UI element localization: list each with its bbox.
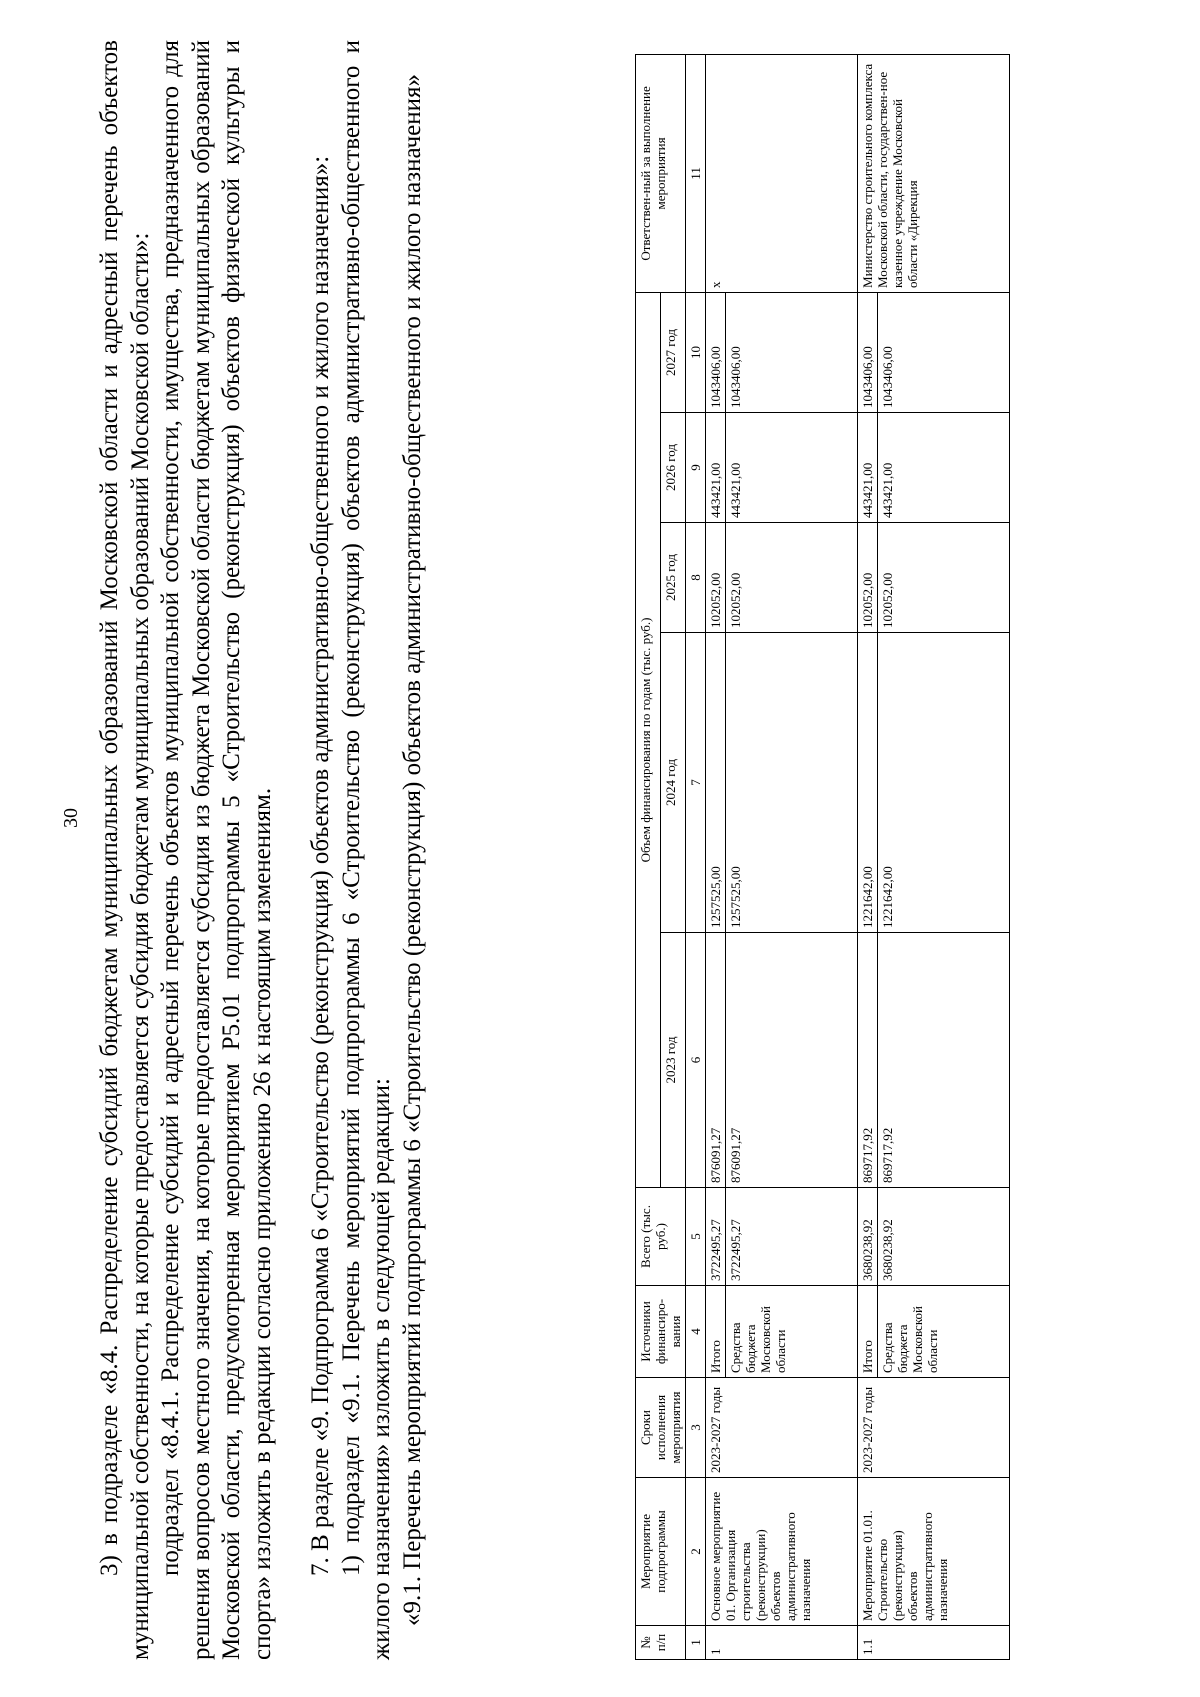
- header-year-2024: 2024 год: [661, 633, 686, 933]
- value-2027: 1043406,00: [878, 292, 1010, 412]
- responsible: х: [706, 54, 858, 292]
- measures-table: [635, 54, 1010, 1660]
- column-number: 11: [686, 54, 706, 292]
- table-header-row: [636, 54, 661, 1659]
- column-number: 8: [686, 523, 706, 633]
- column-number: 6: [686, 933, 706, 1188]
- row-number: 1.1: [858, 1626, 1010, 1660]
- header-year-2027: 2027 год: [661, 292, 686, 412]
- value-2026: 443421,00: [726, 413, 858, 523]
- value-2024: 1257525,00: [726, 633, 858, 933]
- page-number: 30: [60, 808, 82, 828]
- value-2024: 1221642,00: [878, 633, 1010, 933]
- header-responsible: Ответствен-ный за выполнение мероприятия: [636, 54, 686, 292]
- table-heading: «9.1. Перечень мероприятий подпрограммы 6 «Строительство (реконструкция) объектов административно-общественного и жилого назначения»: [398, 73, 426, 1627]
- total-value: 3680238,92: [878, 1188, 1010, 1286]
- header-year-2023: 2023 год: [661, 933, 686, 1188]
- value-2026: 443421,00: [878, 413, 1010, 523]
- total-value: 3722495,27: [706, 1188, 726, 1286]
- header-year-2025: 2025 год: [661, 523, 686, 633]
- measure-term: 2023-2027 годы: [706, 1378, 858, 1478]
- table-row: [858, 54, 878, 1659]
- measure-term: 2023-2027 годы: [858, 1378, 1010, 1478]
- header-num: № п/п: [636, 1626, 686, 1660]
- value-2025: 102052,00: [706, 523, 726, 633]
- column-number-row: [686, 54, 706, 1659]
- rotated-page-content: [95, 40, 1095, 1660]
- value-2023: 876091,27: [726, 933, 858, 1188]
- row-number: 1: [706, 1626, 858, 1660]
- header-source: Источники финансиро-вания: [636, 1286, 686, 1378]
- value-2024: 1221642,00: [858, 633, 878, 933]
- source-regional-budget: Средства бюджета Московской области: [878, 1286, 1010, 1378]
- header-financing-by-year: Объем финансирования по годам (тыс. руб.): [636, 292, 661, 1187]
- value-2023: 876091,27: [706, 933, 726, 1188]
- responsible: Министерство строительного комплекса Московской области, государствен-ное казенное учреждение Московской области «Дирекция: [858, 54, 1010, 292]
- value-2026: 443421,00: [858, 413, 878, 523]
- value-2027: 1043406,00: [706, 292, 726, 412]
- column-number: 4: [686, 1286, 706, 1378]
- source-total-label: Итого: [858, 1286, 878, 1378]
- header-total: Всего (тыс. руб.): [636, 1188, 686, 1286]
- column-number: 1: [686, 1626, 706, 1660]
- column-number: 3: [686, 1378, 706, 1478]
- measure-name: Мероприятие 01.01. Строительство (реконструкция) объектов административного назначения: [858, 1478, 1010, 1626]
- paragraph-gap: [278, 40, 306, 1660]
- paragraph-subsection-8-4: 3) в подразделе «8.4. Распределение субсидий бюджетам муниципальных образований Московской области и адресный перечень объектов муниципальной собственности, на которые предоставляется субсидия бюджетам муниципальных образований Московской области»:: [96, 40, 154, 1660]
- column-number: 2: [686, 1478, 706, 1626]
- value-2025: 102052,00: [726, 523, 858, 633]
- header-measure: Мероприятие подпрограммы: [636, 1478, 686, 1626]
- paragraph-subsection-9-1: 1) подраздел «9.1. Перечень мероприятий подпрограммы 6 «Строительство (реконструкция) объектов административно-общественного и жилого назначения» изложить в следующей редакции:: [337, 40, 395, 1660]
- value-2025: 102052,00: [878, 523, 1010, 633]
- table-row: [706, 54, 726, 1659]
- value-2024: 1257525,00: [706, 633, 726, 933]
- body-text: [95, 40, 428, 1660]
- header-term: Сроки исполнения мероприятия: [636, 1378, 686, 1478]
- header-year-2026: 2026 год: [661, 413, 686, 523]
- value-2026: 443421,00: [706, 413, 726, 523]
- column-number: 7: [686, 633, 706, 933]
- paragraph-section-9: 7. В разделе «9. Подпрограмма 6 «Строительство (реконструкция) объектов административно-общественного и жилого назначения»:: [307, 155, 334, 1576]
- value-2027: 1043406,00: [858, 292, 878, 412]
- value-2023: 869717,92: [878, 933, 1010, 1188]
- value-2027: 1043406,00: [726, 292, 858, 412]
- column-number: 5: [686, 1188, 706, 1286]
- source-regional-budget: Средства бюджета Московской области: [726, 1286, 858, 1378]
- paragraph-subsection-8-4-1: подраздел «8.4.1. Распределение субсидий и адресный перечень объектов муниципальной собственности, имущества, предназначенного для решения вопросов местного значения, на которые предоставляется субсидия из бюджета Московской области бюджетам муниципальных образований Московской области, предусмотренная мероприятием Р5.01 подпрограммы 5 «Строительство (реконструкция) объектов физической культуры и спорта» изложить в редакции согласно приложению 26 к настоящим изменениям.: [157, 40, 276, 1660]
- total-value: 3722495,27: [726, 1188, 858, 1286]
- value-2023: 869717,92: [858, 933, 878, 1188]
- column-number: 10: [686, 292, 706, 412]
- value-2025: 102052,00: [858, 523, 878, 633]
- source-total-label: Итого: [706, 1286, 726, 1378]
- total-value: 3680238,92: [858, 1188, 878, 1286]
- measure-name: Основное мероприятие 01. Организация строительства (реконструкции) объектов административного назначения: [706, 1478, 858, 1626]
- column-number: 9: [686, 413, 706, 523]
